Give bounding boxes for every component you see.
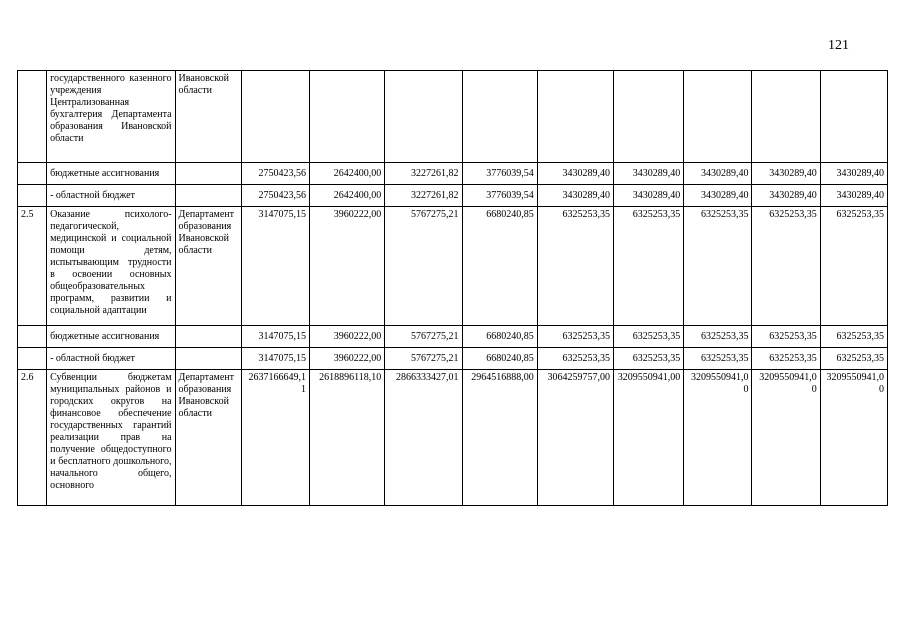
executor-cell xyxy=(175,163,241,185)
value-cell: 6680240,85 xyxy=(462,207,537,326)
value-cell: 3209550941,00 xyxy=(684,370,752,506)
value-cell xyxy=(684,71,752,163)
value-cell: 3209550941,00 xyxy=(752,370,820,506)
value-cell: 3227261,82 xyxy=(385,185,462,207)
value-cell: 6325253,35 xyxy=(820,326,887,348)
value-cell: 3209550941,00 xyxy=(614,370,684,506)
value-cell: 3430289,40 xyxy=(752,163,820,185)
row-number-cell xyxy=(18,348,47,370)
value-cell: 6325253,35 xyxy=(684,326,752,348)
value-cell: 6325253,35 xyxy=(684,348,752,370)
row-number-cell xyxy=(18,185,47,207)
value-cell xyxy=(309,71,384,163)
value-cell xyxy=(462,71,537,163)
value-cell: 3430289,40 xyxy=(820,163,887,185)
value-cell: 6325253,35 xyxy=(820,207,887,326)
value-cell: 6325253,35 xyxy=(614,207,684,326)
value-cell: 5767275,21 xyxy=(385,326,462,348)
description-cell: Оказание психолого-педагогической, медицинской и социальной помощи детям, испытывающим трудности в освоении основных общеобразовательных программ, развитии и социальной адаптации xyxy=(47,207,175,326)
value-cell: 6325253,35 xyxy=(820,348,887,370)
value-cell: 3147075,15 xyxy=(241,207,309,326)
executor-cell xyxy=(175,185,241,207)
value-cell xyxy=(820,71,887,163)
description-cell: - областной бюджет xyxy=(47,348,175,370)
value-cell xyxy=(614,71,684,163)
value-cell: 2637166649,11 xyxy=(241,370,309,506)
value-cell: 2642400,00 xyxy=(309,163,384,185)
value-cell: 3064259757,00 xyxy=(537,370,613,506)
value-cell xyxy=(537,71,613,163)
value-cell: 3430289,40 xyxy=(684,163,752,185)
value-cell: 6325253,35 xyxy=(537,326,613,348)
value-cell: 3776039,54 xyxy=(462,185,537,207)
value-cell: 3960222,00 xyxy=(309,207,384,326)
description-cell: Субвенции бюджетам муниципальных районов и городских округов на финансовое обеспечение государственных гарантий реализации прав на получение общедоступного и бесплатного дошкольного, начального общего, основного xyxy=(47,370,175,506)
executor-cell: Департамент образования Ивановской области xyxy=(175,370,241,506)
value-cell: 3430289,40 xyxy=(614,185,684,207)
row-number-cell xyxy=(18,71,47,163)
row-number-cell xyxy=(18,163,47,185)
table-row xyxy=(18,207,888,326)
executor-cell xyxy=(175,326,241,348)
description-cell: государственного казенного учреждения Централизованная бухгалтерия Департамента образования Ивановской области xyxy=(47,71,175,163)
value-cell: 3430289,40 xyxy=(537,185,613,207)
value-cell: 3960222,00 xyxy=(309,348,384,370)
table-row xyxy=(18,348,888,370)
description-cell: - областной бюджет xyxy=(47,185,175,207)
value-cell: 2866333427,01 xyxy=(385,370,462,506)
value-cell: 3430289,40 xyxy=(537,163,613,185)
value-cell: 3776039,54 xyxy=(462,163,537,185)
budget-table xyxy=(17,70,888,506)
value-cell: 3430289,40 xyxy=(684,185,752,207)
value-cell: 6325253,35 xyxy=(752,348,820,370)
value-cell xyxy=(241,71,309,163)
executor-cell xyxy=(175,348,241,370)
executor-cell: Департамент образования Ивановской области xyxy=(175,207,241,326)
table-row xyxy=(18,71,888,163)
value-cell: 3209550941,00 xyxy=(820,370,887,506)
executor-cell: Ивановской области xyxy=(175,71,241,163)
description-cell: бюджетные ассигнования xyxy=(47,163,175,185)
value-cell: 3227261,82 xyxy=(385,163,462,185)
value-cell: 6325253,35 xyxy=(614,326,684,348)
value-cell: 3147075,15 xyxy=(241,348,309,370)
value-cell: 2642400,00 xyxy=(309,185,384,207)
page-number: 121 xyxy=(828,38,849,53)
value-cell xyxy=(385,71,462,163)
value-cell: 5767275,21 xyxy=(385,207,462,326)
table-row xyxy=(18,163,888,185)
value-cell: 6680240,85 xyxy=(462,326,537,348)
value-cell: 6325253,35 xyxy=(752,326,820,348)
value-cell: 3430289,40 xyxy=(752,185,820,207)
value-cell: 6680240,85 xyxy=(462,348,537,370)
value-cell xyxy=(752,71,820,163)
value-cell: 6325253,35 xyxy=(684,207,752,326)
table-row xyxy=(18,370,888,506)
row-number-cell: 2.6 xyxy=(18,370,47,506)
value-cell: 3147075,15 xyxy=(241,326,309,348)
value-cell: 2750423,56 xyxy=(241,163,309,185)
table-row xyxy=(18,326,888,348)
table-row xyxy=(18,185,888,207)
value-cell: 6325253,35 xyxy=(614,348,684,370)
value-cell: 6325253,35 xyxy=(537,207,613,326)
value-cell: 3430289,40 xyxy=(614,163,684,185)
value-cell: 6325253,35 xyxy=(537,348,613,370)
row-number-cell: 2.5 xyxy=(18,207,47,326)
value-cell: 3960222,00 xyxy=(309,326,384,348)
value-cell: 2964516888,00 xyxy=(462,370,537,506)
value-cell: 5767275,21 xyxy=(385,348,462,370)
description-cell: бюджетные ассигнования xyxy=(47,326,175,348)
value-cell: 3430289,40 xyxy=(820,185,887,207)
value-cell: 6325253,35 xyxy=(752,207,820,326)
value-cell: 2618896118,10 xyxy=(309,370,384,506)
row-number-cell xyxy=(18,326,47,348)
value-cell: 2750423,56 xyxy=(241,185,309,207)
